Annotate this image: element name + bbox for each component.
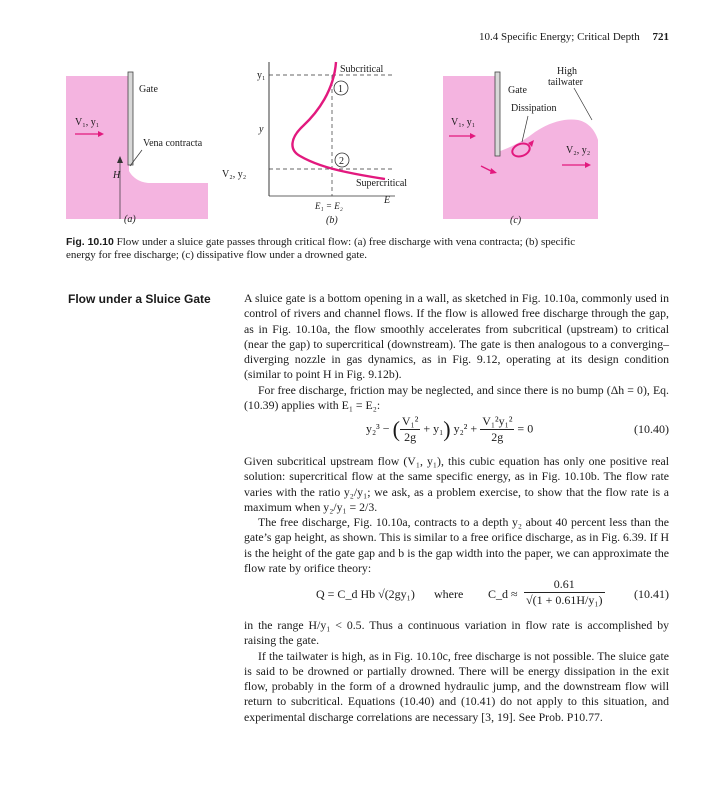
section-title: Flow under a Sluice Gate xyxy=(68,292,211,306)
panel-c-v2-label: V₂, y₂ xyxy=(566,145,591,156)
panel-c-v1-label: V₁, y₁ xyxy=(451,117,476,128)
eq1-y2sq: y₂² + xyxy=(453,421,478,436)
eq1-rhs: = 0 xyxy=(517,421,534,436)
eq1-frac2-num: V₁²y₁² xyxy=(482,414,513,428)
panel-a-gate xyxy=(128,72,133,165)
panel-c xyxy=(443,66,598,226)
panel-b-label: (b) xyxy=(326,215,338,226)
panel-a-vena-label: Vena contracta xyxy=(143,138,203,149)
panel-b-y-label: y xyxy=(259,124,264,135)
eq1-lparen: ( xyxy=(392,416,400,442)
panel-a xyxy=(66,72,246,225)
eq1-frac2-den: 2g xyxy=(491,430,504,444)
page-number: 721 xyxy=(652,31,669,43)
figure-10-10 xyxy=(0,56,705,231)
panel-c-gate xyxy=(495,72,500,156)
panel-b xyxy=(257,62,407,226)
caption-text: Flow under a sluice gate passes through critical flow: (a) free discharge with vena contracta; (b) specific energy for free discharge; (c) dissipative flow under a drowned gate. xyxy=(66,236,576,261)
panel-c-gate-label: Gate xyxy=(508,85,527,96)
equation-10-41 xyxy=(244,577,669,613)
panel-a-label: (a) xyxy=(124,214,136,225)
panel-c-dissipation-label: Dissipation xyxy=(511,103,557,114)
panel-b-supercritical-label: Supercritical xyxy=(356,178,408,189)
panel-a-H-label: H xyxy=(113,170,121,181)
body-block-3 xyxy=(244,618,669,725)
eq2-den: √(1 + 0.61H/y₁) xyxy=(526,593,603,607)
eq1-y2cube: y₂³ − xyxy=(366,421,390,436)
eq1-number: (10.40) xyxy=(634,422,669,436)
body-block-2 xyxy=(244,454,669,576)
panel-c-label: (c) xyxy=(510,215,522,226)
body-block-1 xyxy=(244,291,669,413)
panel-b-point-1: 1 xyxy=(338,84,343,95)
caption-number: Fig. 10.10 xyxy=(66,236,114,248)
panel-b-e12-label: E₁ = E₂ xyxy=(315,201,343,211)
eq2-cd: C_d ≈ xyxy=(488,587,518,601)
paragraph-2: For free discharge, friction may be neglected, and since there is no bump (Δh = 0), Eq. (10.39) applies with E₁ = E₂: xyxy=(244,382,669,413)
eq2-num: 0.61 xyxy=(524,577,605,593)
paragraph-6: If the tailwater is high, as in Fig. 10.10c, free discharge is not possible. The sluice gate is said to be drowned or partially drowned. There will be energy dissipation in the exit flow, probably in the form of a drowned hydraulic jump, and the downstream flow will return to subcritical. Equations (10.40) and (10.41) do not apply to this situation, and experimental discharge correlations are necessary [3, 19]. See Prob. P10.77. xyxy=(244,648,669,724)
eq2-where: where xyxy=(434,587,464,601)
eq1-frac1-num: V₁² xyxy=(401,414,419,428)
eq2-number: (10.41) xyxy=(634,587,669,601)
eq1-plus-y1: + y₁ xyxy=(423,421,444,436)
panel-c-high-label: High xyxy=(557,66,577,77)
panel-a-v1-label: V₁, y₁ xyxy=(75,117,100,128)
panel-b-E-label: E xyxy=(384,195,391,206)
running-header xyxy=(479,31,669,43)
paragraph-1: A sluice gate is a bottom opening in a wall, as sketched in Fig. 10.10a, commonly used in control of rivers and channel flows. If the flow is allowed free discharge through the gap, as in Fig. 10.10a, the flow smoothly accelerates from subcritical (upstream) to critical (near the gap) to supercritical (downstream). The gate is then analogous to a converging–diverging nozzle in gas dynamics, as in Fig. 9.12, operating at its design condition (similar to point H in Fig. 9.12b). xyxy=(244,291,669,382)
paragraph-5: in the range H/y₁ < 0.5. Thus a continuous variation in flow rate is accomplished by raising the gate. xyxy=(244,618,669,648)
panel-b-y1-label: y₁ xyxy=(257,70,266,81)
eq1-rparen: ) xyxy=(443,416,451,442)
panel-a-gate-label: Gate xyxy=(139,84,158,95)
panel-b-subcritical-label: Subcritical xyxy=(340,64,384,75)
eq1-frac1-den: 2g xyxy=(404,430,417,444)
panel-c-tailwater-label: tailwater xyxy=(548,77,583,88)
eq2-lhs: Q = C_d Hb √(2gy₁) xyxy=(316,587,415,601)
figure-caption xyxy=(66,236,598,262)
paragraph-4: The free discharge, Fig. 10.10a, contracts to a depth y₂ about 40 percent less than the gate’s gap height, as shown. This is similar to a free orifice discharge, as in Fig. 6.39. If H is the height of the gate gap and b is the gap width into the paper, we can approximate the flow rate by orifice theory: xyxy=(244,515,669,576)
panel-b-point-2: 2 xyxy=(339,156,344,167)
equation-10-40 xyxy=(244,412,669,448)
paragraph-3: Given subcritical upstream flow (V₁, y₁), this cubic equation has only one positive real solution: supercritical flow at the same specific energy, as in Fig. 10.10b. The flow rate varies with the ratio y₂/y₁; we ask, as a problem exercise, to show that the flow rate is a maximum when y₂/y₁ = 2/3. xyxy=(244,454,669,514)
panel-a-v2-label: V₂, y₂ xyxy=(222,169,247,180)
header-section: 10.4 Specific Energy; Critical Depth xyxy=(478,31,640,43)
